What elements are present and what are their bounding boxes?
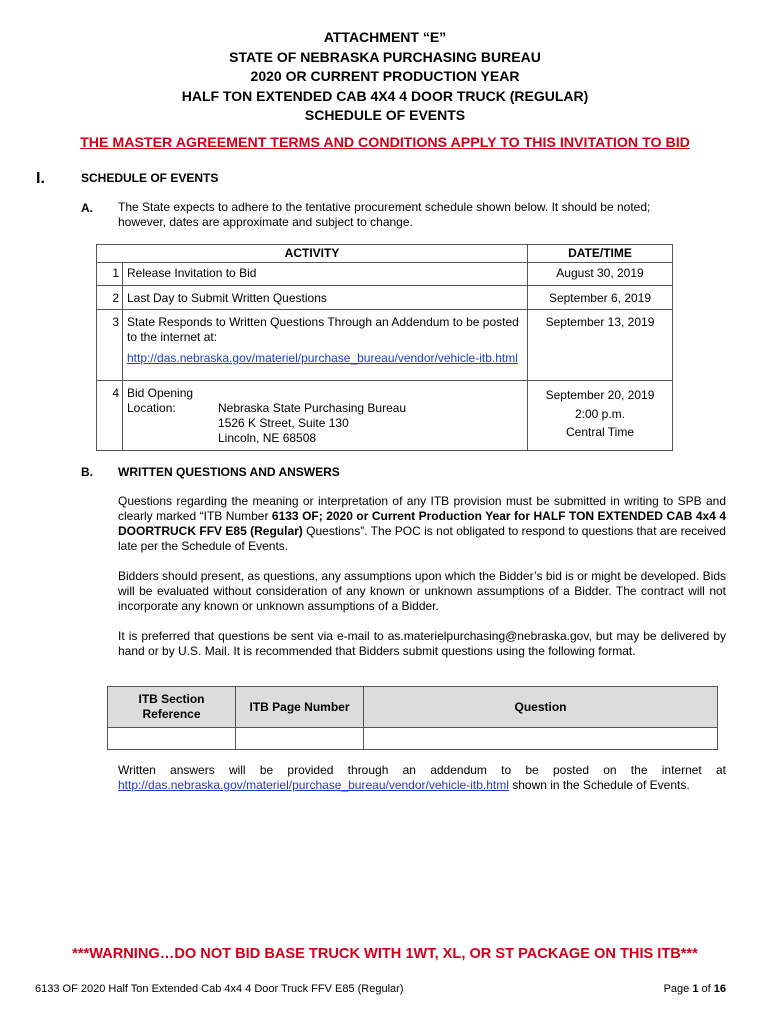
activity-cell: Release Invitation to Bid: [123, 263, 528, 286]
warning-notice: ***WARNING…DO NOT BID BASE TRUCK WITH 1WT, XL, OR ST PACKAGE ON THIS ITB***: [72, 946, 698, 962]
table-row: [97, 286, 673, 310]
activity-cell: Last Day to Submit Written Questions: [123, 286, 528, 310]
location-label: Location:: [127, 401, 176, 415]
empty-cell: [236, 728, 364, 750]
page-label: Page: [663, 983, 693, 995]
paragraph-text: Questions regarding the meaning or interpretation of any ITB provision must be submitted in writing to SPB and clearly marked “ITB Number: [118, 494, 726, 523]
table-row: [108, 687, 718, 728]
title-line-2: STATE OF NEBRASKA PURCHASING BUREAU: [229, 48, 541, 65]
paragraph-text: Questions”. The POC is not obligated to respond to questions that are received late per the Schedule of Events.: [118, 524, 726, 553]
row-number: 2: [97, 286, 123, 310]
title-line-1: ATTACHMENT “E”: [323, 29, 447, 45]
title-line-5: SCHEDULE OF EVENTS: [304, 107, 466, 123]
part-a-letter: A.: [81, 201, 93, 215]
answers-link[interactable]: http://das.nebraska.gov/materiel/purchase_bureau/vendor/vehicle-itb.html: [118, 778, 509, 792]
paragraph-submission: It is preferred that questions be sent via e-mail to as.materielpurchasing@nebraska.gov, but may be delivered by hand or by U.S. Mail. It is recommended that Bidders submit questions using the following format.: [118, 629, 726, 658]
table-row: [97, 381, 673, 451]
activity-text: State Responds to Written Questions Through an Addendum to be posted to the internet at:: [127, 315, 519, 344]
page-current: 1: [692, 983, 699, 995]
activity-text: Bid Opening: [127, 386, 194, 400]
empty-cell: [108, 728, 236, 750]
paragraph-answers: [118, 763, 726, 793]
column-header-question: Question: [364, 687, 718, 728]
page-total: 16: [713, 983, 726, 995]
table-row: [97, 310, 673, 381]
date-line: 2:00 p.m.: [574, 406, 626, 421]
row-number: 4: [97, 381, 123, 451]
vehicle-itb-link[interactable]: http://das.nebraska.gov/materiel/purchase_bureau/vendor/vehicle-itb.html: [127, 351, 518, 365]
footer-document-name: 6133 OF 2020 Half Ton Extended Cab 4x4 4 Door Truck FFV E85 (Regular): [35, 983, 404, 995]
date-cell: September 6, 2019: [528, 286, 673, 310]
paragraph-text: shown in the Schedule of Events.: [508, 778, 690, 792]
location-address: [218, 401, 406, 446]
table-row: [97, 263, 673, 286]
date-cell: [528, 381, 673, 451]
itb-number-bold: 6133 OF; 2020 or Current Production Year for HALF TON EXTENDED CAB 4x4 4 DOORTRUCK FFV E85 (Regular): [118, 509, 726, 538]
date-cell: August 30, 2019: [528, 263, 673, 286]
schedule-of-events-table: [96, 244, 673, 451]
date-line: September 20, 2019: [545, 388, 655, 402]
section-heading: SCHEDULE OF EVENTS: [81, 171, 219, 185]
address-line: Nebraska State Purchasing Bureau: [218, 401, 407, 415]
title-line-3: 2020 OR CURRENT PRODUCTION YEAR: [250, 68, 520, 84]
table-row: [108, 728, 718, 750]
question-format-table: [107, 686, 718, 750]
empty-cell: [364, 728, 718, 750]
paragraph-assumptions: Bidders should present, as questions, any assumptions upon which the Bidder’s bid is or might be developed. Bids will be evaluated without consideration of any known or unknown assumptions of a Bidder. The contract will not incorporate any known or unknown assumptions of a Bidder.: [118, 569, 726, 613]
master-agreement-notice: THE MASTER AGREEMENT TERMS AND CONDITIONS APPLY TO THIS INVITATION TO BID: [80, 135, 690, 151]
document-title: [0, 28, 770, 126]
column-header-date: DATE/TIME: [528, 245, 673, 263]
part-b-heading: WRITTEN QUESTIONS AND ANSWERS: [118, 465, 340, 479]
title-line-4: HALF TON EXTENDED CAB 4X4 4 DOOR TRUCK (REGULAR): [181, 87, 589, 104]
activity-cell: [123, 381, 528, 451]
paragraph-text: Written answers will be provided through an addendum to be posted on the internet at: [118, 763, 726, 777]
row-number: 3: [97, 310, 123, 381]
page-of-label: of: [698, 983, 714, 995]
part-a-text: The State expects to adhere to the tentative procurement schedule shown below. It should be noted; however, dates are approximate and subject to change.: [118, 200, 651, 229]
address-line: Lincoln, NE 68508: [218, 431, 317, 445]
section-number: I.: [36, 170, 45, 187]
column-header-section: ITB Section Reference: [108, 687, 236, 728]
address-line: 1526 K Street, Suite 130: [218, 416, 349, 430]
activity-cell: [123, 310, 528, 381]
date-line: Central Time: [565, 425, 635, 439]
column-header-page: ITB Page Number: [236, 687, 364, 728]
footer-page-number: [664, 983, 726, 995]
date-cell: September 13, 2019: [528, 310, 673, 381]
paragraph-questions: [118, 494, 726, 554]
column-header-activity: ACTIVITY: [97, 245, 528, 263]
part-b-letter: B.: [81, 465, 93, 479]
row-number: 1: [97, 263, 123, 286]
